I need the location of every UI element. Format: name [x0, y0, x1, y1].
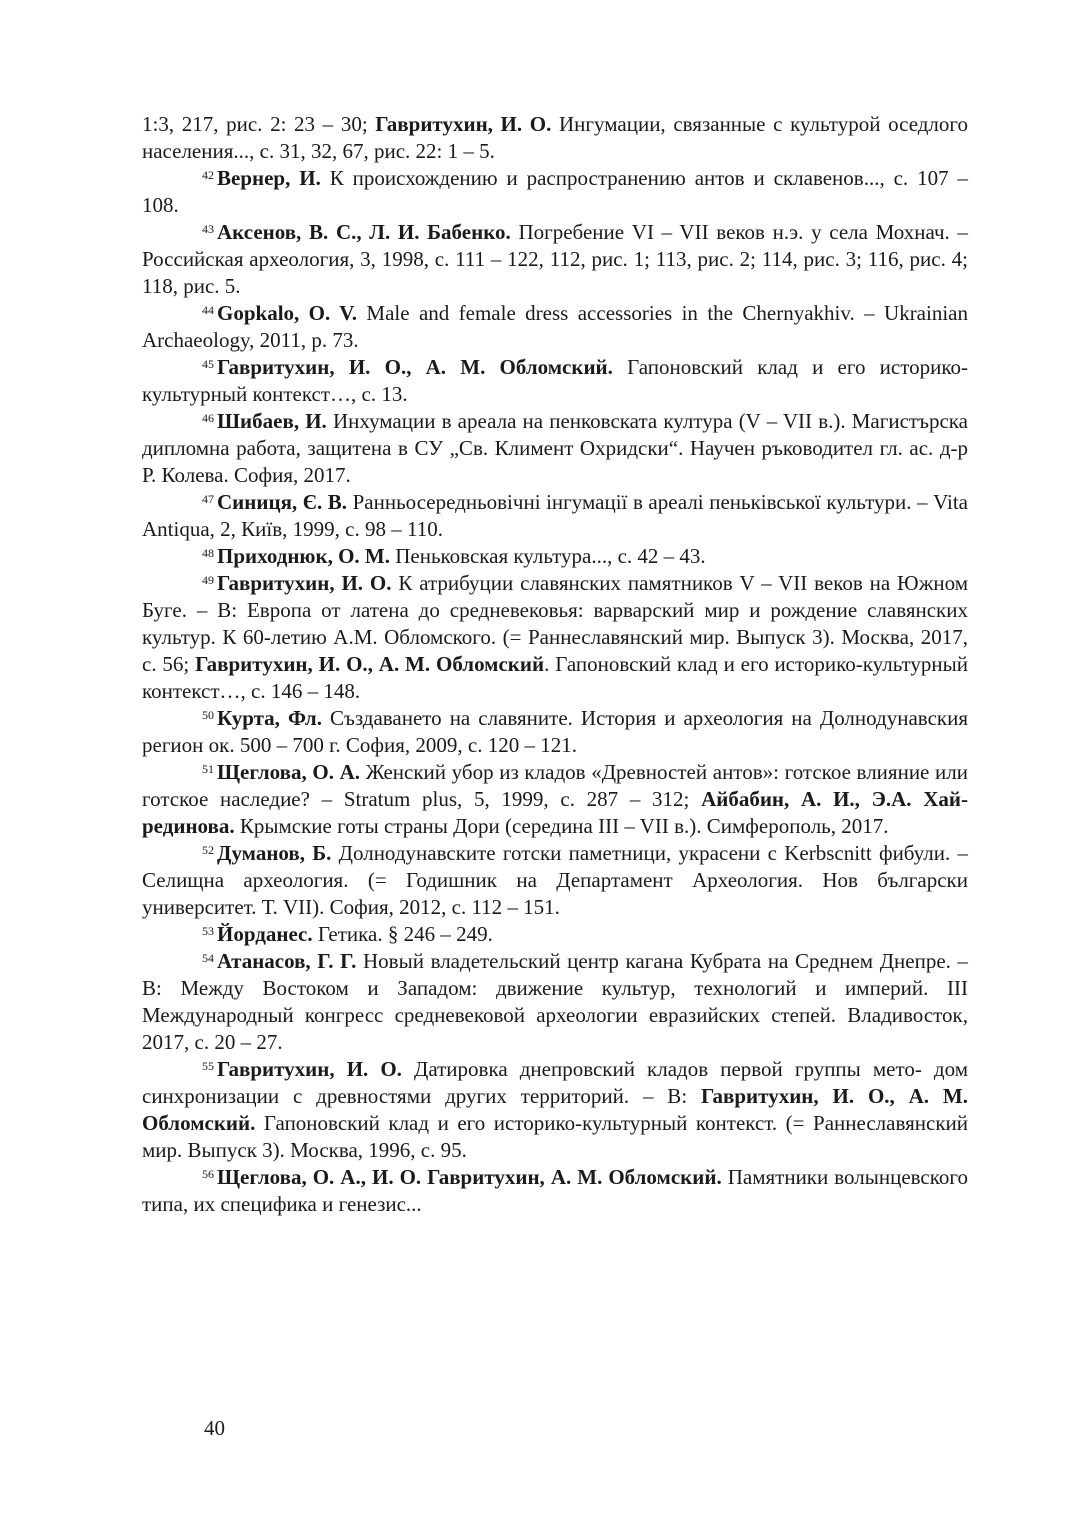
footnote-author: Гавритухин, И. О.	[375, 112, 552, 136]
footnote-number: 45	[202, 357, 214, 371]
footnote-text: Погребение VI – VII веков н.э. у села Мохнач. – Российская археология, 3, 1998, с. 111 – 122, 112, рис. 1; 113, рис. 2; 114, рис. 3; 116, рис. 4; 118, рис. 5.	[142, 220, 968, 298]
footnote-author: Gopkalo, O. V.	[217, 301, 357, 325]
footnote-text: Ингумации, связанные с культурой оседлого населения..., с. 31, 32, 67, рис. 22: 1 – 5.	[142, 112, 968, 163]
footnote	[142, 165, 968, 219]
footnote-text: Датировка днепровский кладов первой группы мето- дом синхронизации с древностями других территорий. – В:	[142, 1057, 968, 1108]
footnote-text: Гетика. § 246 – 249.	[312, 922, 493, 946]
footnote-number: 43	[202, 222, 214, 236]
footnote-author: Щеглова, О. А., И. О. Гавритухин, А. М. Обломский.	[217, 1165, 722, 1189]
footnote-number: 51	[202, 762, 214, 776]
footnote	[142, 219, 968, 300]
footnote-text: Инхумации в ареала на пенковската култура (V – VII в.). Магистърска дипломна работа, защитена в СУ „Св. Климент Охридски“. Научен ръководител гл. ас. д-р Р. Колева. София, 2017.	[142, 409, 968, 487]
footnote-number: 49	[202, 573, 214, 587]
footnote-text: 1:3, 217, рис. 2: 23 – 30;	[142, 112, 376, 136]
footnote-author: Курта, Фл.	[217, 706, 322, 730]
footnotes-block	[142, 111, 968, 1218]
footnote-text: Долнодунавските готски паметници, украсени с Kerbscnitt фибули. – Селищна археология. (= Годишник на Департамент Археология. Нов български университет. Т. VII). София, 2012, с. 112 – 151.	[142, 841, 969, 919]
footnote	[142, 705, 968, 759]
footnote-author: Думанов, Б.	[217, 841, 332, 865]
footnote	[142, 1056, 968, 1164]
footnote-author: Аксенов, В. С., Л. И. Бабенко.	[217, 220, 511, 244]
footnote-text: Създаването на славяните. История и археология на Долнодунавския регион ок. 500 – 700 г. София, 2009, с. 120 – 121.	[142, 706, 968, 757]
footnote-author: Йорданес.	[217, 922, 313, 946]
footnote	[142, 948, 968, 1056]
footnote-number: 44	[202, 303, 214, 317]
footnote-author: Вернер, И.	[217, 166, 321, 190]
footnote-author: Гавритухин, И. О., А. М. Обломский	[195, 652, 545, 676]
footnote	[142, 759, 968, 840]
footnote	[142, 408, 968, 489]
footnote-author: Гавритухин, И. О., А. М. Обломский.	[142, 1084, 968, 1135]
footnote-text: К происхождению и распространению антов и склавенов..., с. 107 – 108.	[142, 166, 968, 217]
footnote	[142, 300, 968, 354]
footnote-author: Приходнюк, О. М.	[217, 544, 390, 568]
footnote	[142, 489, 968, 543]
footnote-text: К атрибуции славянских памятников V – VII веков на Южном Буге. – В: Европа от латена до средневековья: варварский мир и рождение славянских культур. К 60-летию А.М. Обломского. (= Раннеславянский мир. Выпуск 3). Москва, 2017, с. 56;	[142, 571, 968, 676]
footnote-author: Гавритухин, И. О., А. М. Обломский.	[217, 355, 613, 379]
footnote-text: Женский убор из кладов «Древностей антов»: готское влияние или готское наследие? – Stratum plus, 5, 1999, с. 287 – 312;	[142, 760, 968, 811]
footnote-text: Гапоновский клад и его историко-культурный контекст. (= Раннеславянский мир. Выпуск 3). Москва, 1996, с. 95.	[142, 1111, 968, 1162]
footnote-text: . Гапоновский клад и его историко-культурный контекст…, с. 146 – 148.	[142, 652, 968, 703]
footnote	[142, 921, 968, 948]
footnote-author: Атанасов, Г. Г.	[217, 949, 357, 973]
footnote-number: 47	[202, 492, 214, 506]
footnote-text: Male and female dress accessories in the Chernyakhiv. – Ukrainian Archaeology, 2011, p. 73.	[142, 301, 968, 352]
footnote-number: 48	[202, 546, 214, 560]
footnote-number: 50	[202, 708, 214, 722]
footnote-author: Щеглова, О. А.	[217, 760, 361, 784]
footnote-number: 56	[202, 1167, 214, 1181]
footnote	[142, 1164, 968, 1218]
footnote	[142, 354, 968, 408]
footnote-number: 54	[202, 951, 214, 965]
footnote-number: 53	[202, 924, 214, 938]
footnote-author: Айбабин, А. И., Э.А. Хай- рединова.	[142, 787, 968, 838]
footnote	[142, 570, 968, 705]
footnote-author: Гавритухин, И. О.	[217, 571, 392, 595]
footnote-author: Гавритухин, И. О.	[217, 1057, 402, 1081]
footnote	[142, 543, 968, 570]
footnote-text: Новый владетельский центр кагана Кубрата на Среднем Днепре. – В: Между Востоком и Западом: движение культур, технологий и империй. III Международный конгресс средневековой археологии евразийских степей. Владивосток, 2017, с. 20 – 27.	[142, 949, 969, 1054]
footnote-number: 42	[202, 168, 214, 182]
footnote-author: Шибаев, И.	[217, 409, 327, 433]
footnote-text: Крымские готы страны Дори (середина III – VII в.). Симферополь, 2017.	[234, 814, 889, 838]
footnote-text: Гапоновский клад и его историко-культурный контекст…, с. 13.	[142, 355, 968, 406]
footnote-author: Синиця, Є. В.	[217, 490, 348, 514]
footnote	[142, 111, 968, 165]
page-number: 40	[204, 1416, 225, 1440]
footnote-number: 52	[202, 843, 214, 857]
footnote-number: 46	[202, 411, 214, 425]
footnote-text: Памятники волынцевского типа, их специфика и генезис...	[142, 1165, 968, 1216]
footnote-text: Пеньковская культура..., с. 42 – 43.	[389, 544, 706, 568]
footnote-text: Ранньосередньовічні інгумації в ареалі пеньківської культури. – Vita Antiqua, 2, Київ, 1999, с. 98 – 110.	[142, 490, 968, 541]
footnote	[142, 840, 968, 921]
footnote-number: 55	[202, 1059, 214, 1073]
